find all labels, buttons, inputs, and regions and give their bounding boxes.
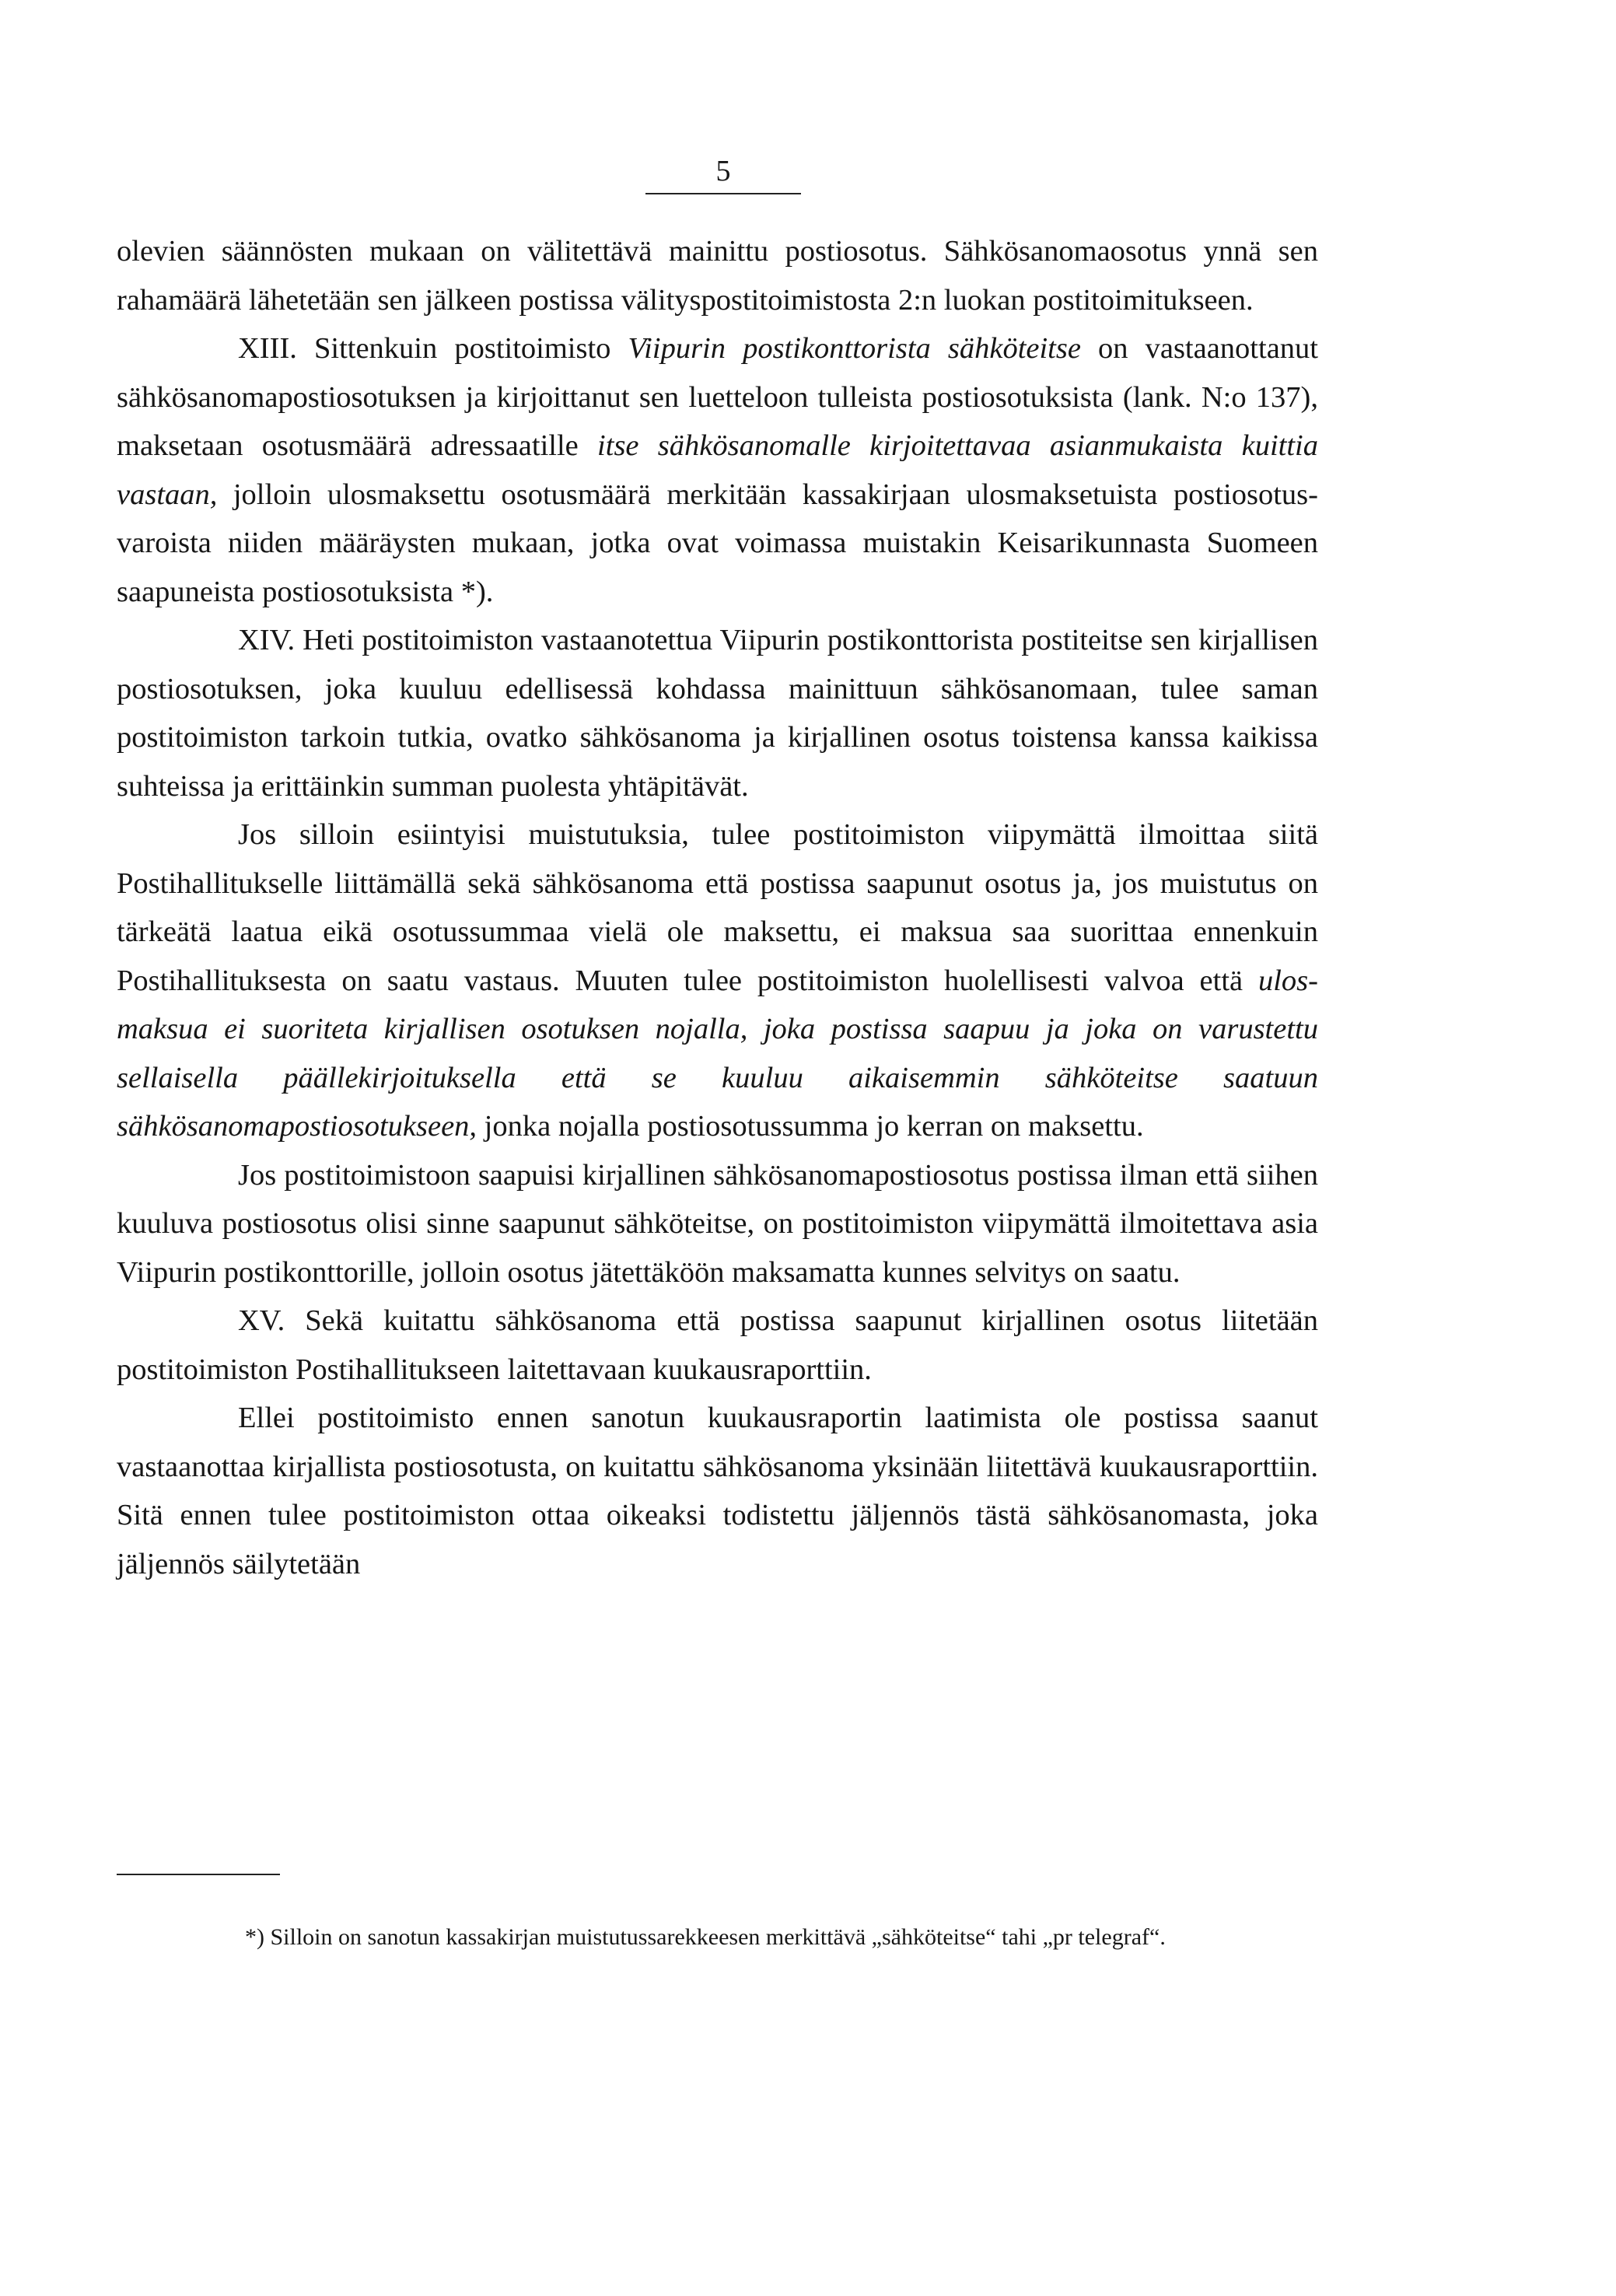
- paragraph-section-xiv: [117, 616, 1318, 810]
- footnote-rule: [117, 1874, 280, 1875]
- body-text: [117, 227, 1318, 1588]
- text-segment: XIII. Sittenkuin postitoimisto: [238, 332, 628, 365]
- footnote-text: *) Silloin on sanotun kassakirjan muistutussarekkeesen merkittävä „sähköteitse“ tahi „pr telegraf“.: [245, 1924, 1166, 1950]
- page-number: 5: [715, 155, 731, 187]
- paragraph-body: [117, 1151, 1318, 1297]
- text-segment: olevien säännösten mukaan on välitettävä mainittu postiosotus. Sähkösanomaosotus ynnä sen rahamäärä lähetetään sen jälkeen postissa välityspostitoimistosta 2:n luokan postitoimitukseen.: [117, 235, 1318, 317]
- italic-segment: ulosmaksua ei suoriteta kirjallisen osotuksen nojalla, joka postissa saapuu ja joka on varustettu sellaisella päällekirjoituksella että se kuuluu aikaisemmin sähköteitse saatuun sähkösanomapostiosotukseen,: [117, 964, 1318, 1143]
- text-segment: Jos postitoimistoon saapuisi kirjallinen sähkösanomapostiosotus postissa ilman että siihen kuuluva postiosotus olisi sinne saapunut sähköteitse, on postitoimiston viipymättä ilmoitettava asia Viipurin postikonttorille, jolloin osotus jätettäköön maksamatta kunnes selvitys on saatu.: [117, 1158, 1318, 1289]
- paragraph-body: [117, 1394, 1318, 1588]
- text-segment: Ellei postitoimisto ennen sanotun kuukausraportin laatimista ole postissa saanut vastaanottaa kirjallista postiosotusta, on kuitattu sähkösanoma yksinään liitettävä kuukausraporttiin. Sitä ennen tulee postitoimiston ottaa oikeaksi todistettu jäljennös tästä sähkösanomasta, joka jäljennös säilytetään: [117, 1402, 1318, 1580]
- text-segment: XIV. Heti postitoimiston vastaanotettua Viipurin postikonttorista postiteitse sen kirjallisen postiosotuksen, joka kuuluu edellisessä kohdassa mainittuun sähkösanomaan, tulee saman postitoimiston tarkoin tutkia, ovatko sähkösanoma ja kirjallinen osotus toistensa kanssa kaikissa suhteissa ja erittäinkin summan puolesta yhtäpitävät.: [117, 624, 1318, 803]
- italic-segment: itse sähkösanomalle kirjoitettavaa asianmukaista kuittia vastaan,: [117, 429, 1318, 511]
- text-segment: XV. Sekä kuitattu sähkösanoma että postissa saapunut kirjallinen osotus liitetään postitoimiston Postihallitukseen laitettavaan kuukausraporttiin.: [117, 1304, 1318, 1386]
- paragraph-body: [117, 810, 1318, 1151]
- paragraph-section-xiii: [117, 324, 1318, 616]
- footnote: [117, 1917, 1314, 1958]
- paragraph-section-xv: [117, 1297, 1318, 1394]
- page-number-rule: [645, 193, 801, 194]
- italic-segment: Viipurin postikonttorista sähköteitse: [628, 332, 1081, 365]
- paragraph-continuation: [117, 227, 1318, 324]
- text-segment: on vastaanottanut sähkösanomapostiosotuksen ja kirjoittanut sen luetteloon tulleista postiosotuksista (lank. N:o 137), maksetaan osotusmäärä adressaatille: [117, 332, 1318, 462]
- text-segment: Jos silloin esiintyisi muistutuksia, tulee postitoimiston viipymättä ilmoittaa siitä Postihallitukselle liittämällä sekä sähkösanoma että postissa saapunut osotus ja, jos muistutus on tärkeätä laatua eikä osotussummaa vielä ole maksettu, ei maksua saa suorittaa ennenkuin Postihallituksesta on saatu vastaus. Muuten tulee postitoimiston huolellisesti valvoa että: [117, 818, 1318, 997]
- text-segment: jonka nojalla postiosotussumma jo kerran on maksettu.: [477, 1110, 1144, 1143]
- text-segment: jolloin ulosmaksettu osotusmäärä merkitään kassakirjaan ulosmaksetuista postiosotusvaroista niiden määräysten mukaan, jotka ovat voimassa muistakin Keisarikunnasta Suomeen saapuneista postiosotuksista *).: [117, 478, 1318, 608]
